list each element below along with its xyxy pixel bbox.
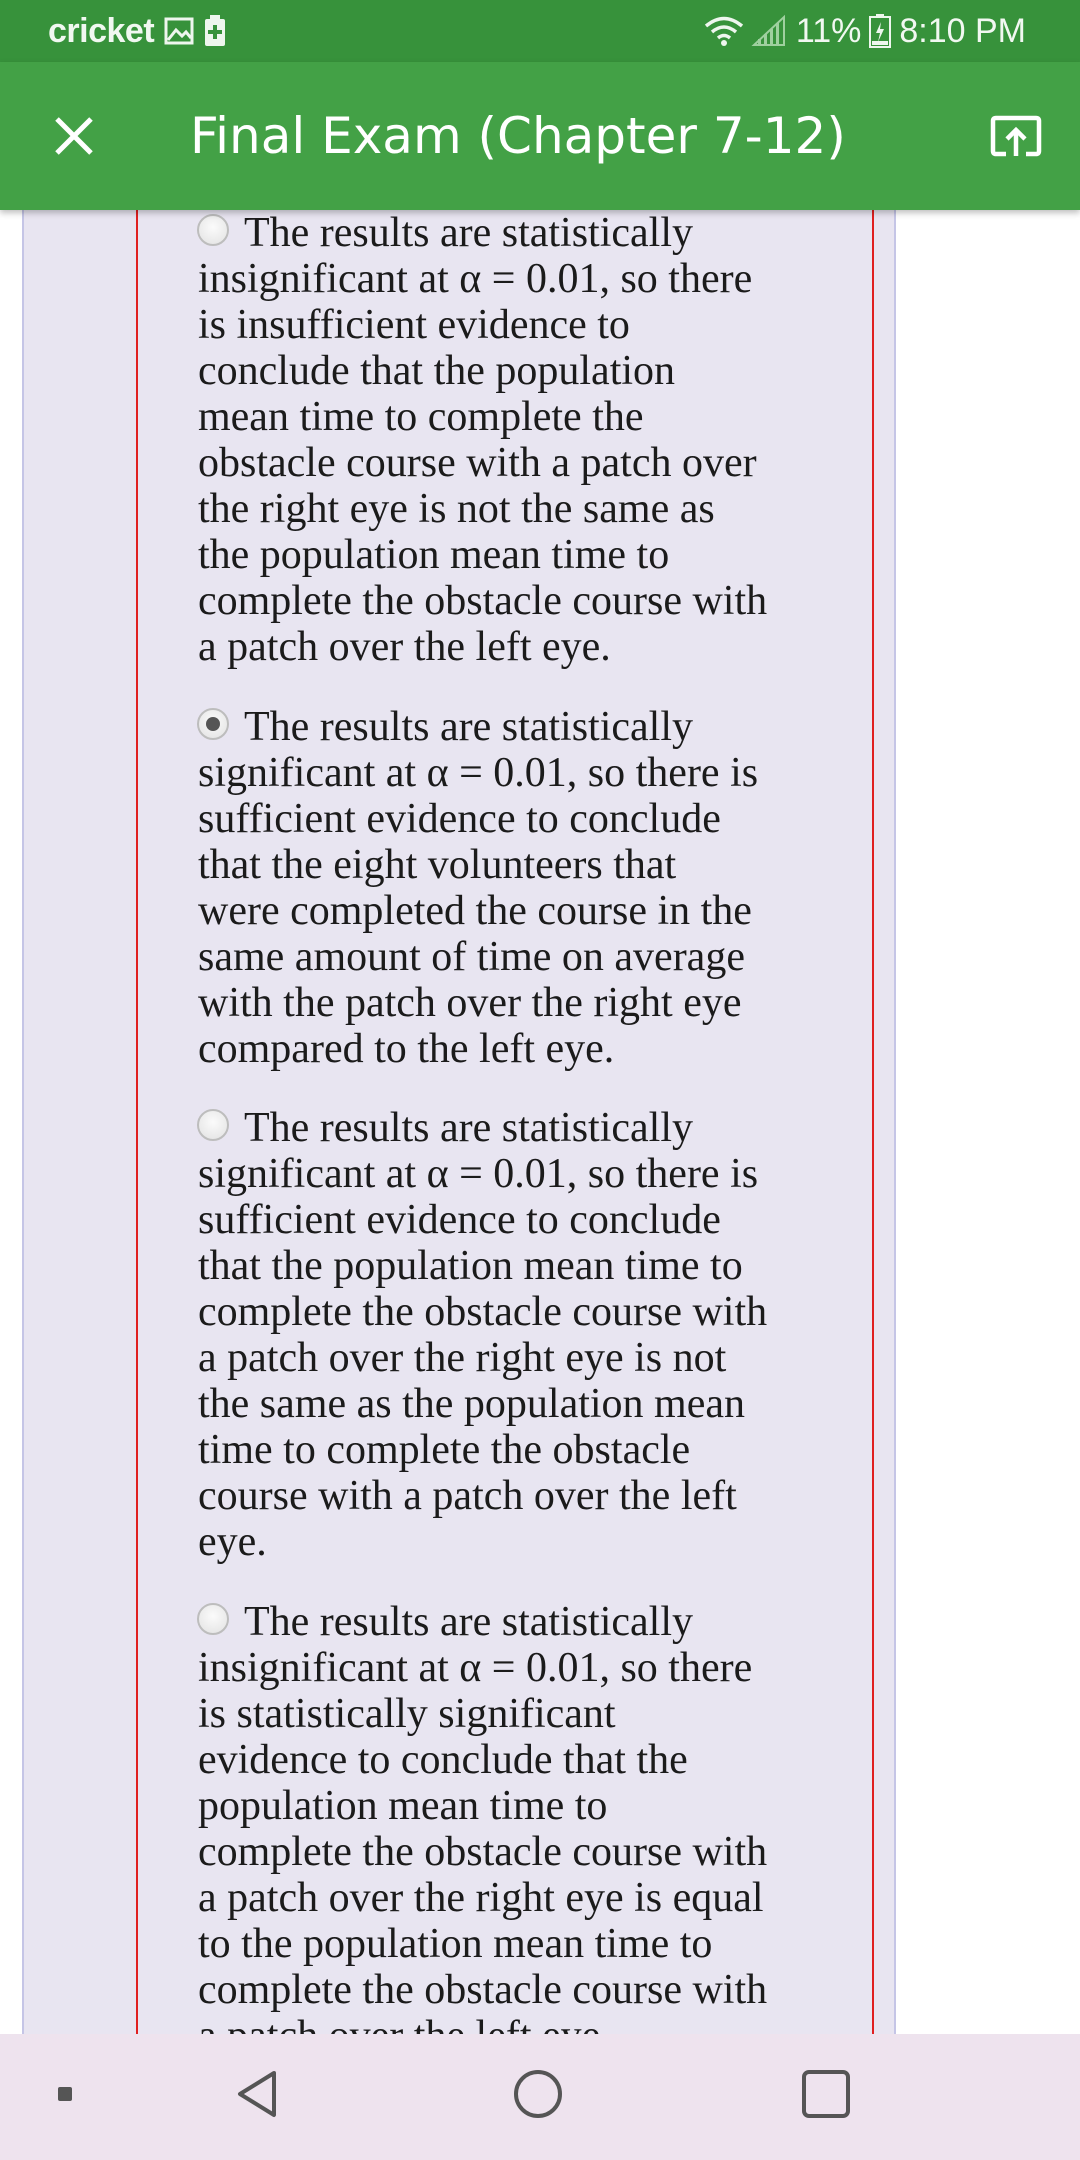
option-text-line: the right eye is not the same as: [198, 486, 715, 532]
option-text-line: complete the obstacle course with: [198, 1967, 768, 2013]
battery-notification-icon: [204, 15, 226, 47]
option-text-line: same amount of time on average: [198, 934, 745, 980]
option-text-line: is statistically significant: [198, 1691, 616, 1737]
close-button[interactable]: [44, 106, 104, 166]
home-button[interactable]: [503, 2059, 573, 2129]
option-text-line: with the patch over the right eye: [198, 980, 742, 1026]
overview-icon: [801, 2069, 851, 2119]
navigation-bar: [0, 2034, 1080, 2160]
option-text-line: a patch over the right eye is equal: [198, 1875, 764, 1921]
option-text-line: obstacle course with a patch over: [198, 440, 757, 486]
radio-button[interactable]: [197, 1603, 229, 1635]
option-text-line: that the eight volunteers that: [198, 842, 677, 888]
option-text-line: the same as the population mean: [198, 1381, 746, 1427]
answer-option-3[interactable]: [198, 1105, 874, 1565]
quiz-content[interactable]: [0, 210, 1080, 2034]
status-right: [704, 12, 1026, 51]
clock: 8:10 PM: [899, 11, 1026, 50]
option-text-line: a patch over the right eye is not: [198, 1335, 727, 1381]
open-in-browser-button[interactable]: [986, 106, 1046, 166]
radio-button[interactable]: [197, 214, 229, 246]
answer-option-2[interactable]: [198, 704, 874, 1072]
wifi-icon: [704, 15, 744, 47]
option-text-line: time to complete the obstacle: [198, 1427, 691, 1473]
home-icon: [512, 2068, 564, 2120]
option-text-line: complete the obstacle course with: [198, 578, 768, 624]
option-text-line: is insufficient evidence to: [198, 302, 630, 348]
option-text-line: evidence to conclude that the: [198, 1737, 688, 1783]
radio-button-selected[interactable]: [197, 708, 229, 740]
option-text-line: complete the obstacle course with: [198, 1829, 768, 1875]
back-icon: [234, 2069, 280, 2119]
option-text-line: The results are statistically: [244, 1105, 694, 1151]
gallery-notification-icon: [164, 16, 194, 46]
option-text-line: sufficient evidence to conclude: [198, 1197, 721, 1243]
status-bar: [0, 0, 1080, 62]
answer-option-1[interactable]: [198, 210, 874, 670]
battery-percent: 11%: [795, 11, 862, 50]
option-text-line: population mean time to: [198, 1783, 608, 1829]
radio-button[interactable]: [197, 1109, 229, 1141]
option-text-line: complete the obstacle course with: [198, 1289, 768, 1335]
option-text-line: a patch over the left eye.: [198, 624, 611, 670]
status-left: [48, 12, 226, 51]
option-text-line: significant at α = 0.01, so there is: [198, 750, 759, 796]
answer-option-4[interactable]: [198, 1599, 874, 2059]
option-text-line: sufficient evidence to conclude: [198, 796, 721, 842]
option-text-line: were completed the course in the: [198, 888, 752, 934]
open-in-browser-icon: [990, 114, 1042, 158]
close-icon: [53, 115, 95, 157]
overview-button[interactable]: [791, 2059, 861, 2129]
option-text-line: insignificant at α = 0.01, so there: [198, 256, 753, 302]
option-text-line: compared to the left eye.: [198, 1026, 615, 1072]
battery-icon: [869, 14, 891, 48]
option-text-line: eye.: [198, 1519, 267, 1565]
option-text-line: conclude that the population: [198, 348, 676, 394]
option-text-line: insignificant at α = 0.01, so there: [198, 1645, 753, 1691]
option-text-line: course with a patch over the left: [198, 1473, 737, 1519]
recents-dot-icon: [57, 2086, 73, 2102]
app-bar: [0, 62, 1080, 210]
carrier-name: cricket: [48, 11, 155, 50]
option-text-line: the population mean time to: [198, 532, 670, 578]
signal-icon: [752, 15, 788, 47]
recents-dot-button[interactable]: [50, 2079, 80, 2109]
back-button[interactable]: [222, 2059, 292, 2129]
option-text-line: The results are statistically: [244, 1599, 694, 1645]
option-text-line: The results are statistically: [244, 210, 694, 256]
option-text-line: to the population mean time to: [198, 1921, 713, 1967]
page-title: Final Exam (Chapter 7-12): [190, 107, 846, 165]
option-text-line: The results are statistically: [244, 704, 694, 750]
option-text-line: significant at α = 0.01, so there is: [198, 1151, 759, 1197]
option-text-line: that the population mean time to: [198, 1243, 743, 1289]
option-text-line: mean time to complete the: [198, 394, 644, 440]
